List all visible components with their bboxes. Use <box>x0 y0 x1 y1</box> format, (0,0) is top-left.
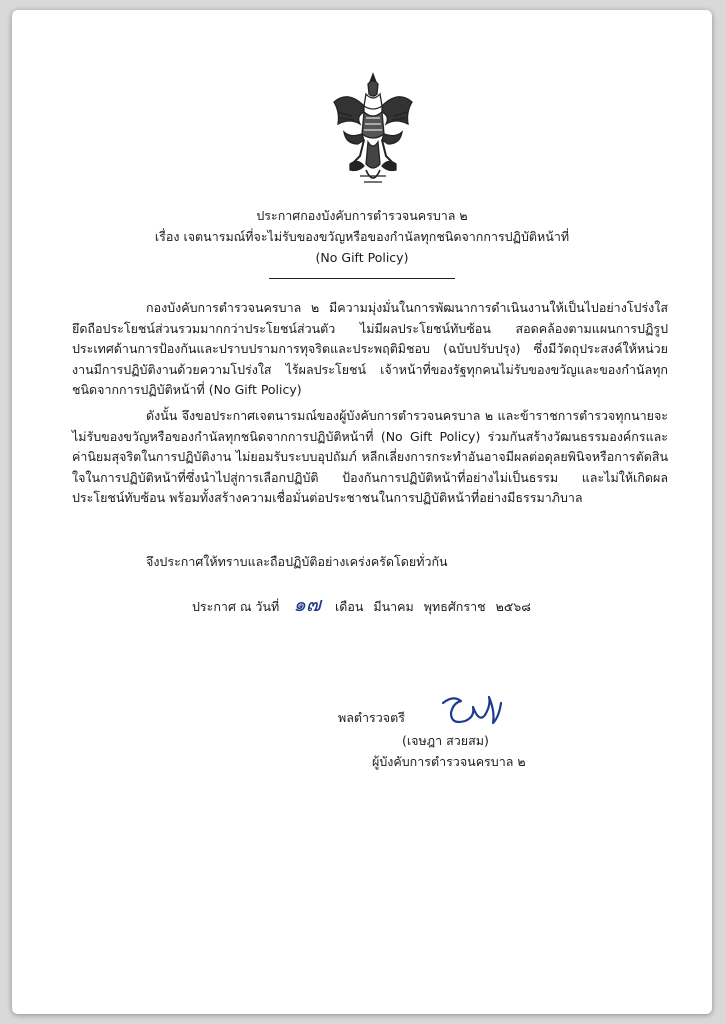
handwritten-signature <box>439 693 503 729</box>
announcement-subject: เรื่อง เจตนารมณ์ที่จะไม่รับของขวัญหรือของกำนัลทุกชนิดจากการปฏิบัติหน้าที่ <box>154 229 570 244</box>
body-paragraph-1: กองบังคับการตำรวจนครบาล ๒ มีความมุ่งมั่นในการพัฒนาการดำเนินงานให้เป็นไปอย่างโปร่งใส ยึดถือประโยชน์ส่วนรวมมากกว่าประโยชน์ส่วนตัว ไม่มีผลประโยชน์ทับซ้อน สอดคล้องตามแผนการปฏิรูปประเทศด้านการป้องกันและปราบปรามการทุจริตและประพฤติมิชอบ (ฉบับปรับปรุง) ซึ่งมีวัตถุประสงค์ให้หน่วยงานมีการปฏิบัติงานด้วยความโปร่งใส ไร้ผลประโยชน์ เจ้าหน้าที่ของรัฐทุกคนไม่รับของขวัญและของกำนัลทุกชนิดจากการปฏิบัติหน้าที่ (No Gift Policy) <box>72 300 668 397</box>
date-day-handwritten: ๑๗ <box>293 592 321 616</box>
signatory-position: ผู้บังคับการตำรวจนครบาล ๒ <box>372 754 526 769</box>
body-paragraph-3: จึงประกาศให้ทราบและถือปฏิบัติอย่างเคร่งครัดโดยทั่วกัน <box>146 554 448 569</box>
announcement-date <box>192 594 531 617</box>
signatory-name: (เจษฎา สวยสม) <box>402 733 489 748</box>
announcement-title: ประกาศกองบังคับการตำรวจนครบาล ๒ <box>256 208 468 223</box>
garuda-emblem-icon <box>330 72 416 188</box>
date-year: ๒๕๖๘ <box>495 599 531 614</box>
header-divider <box>269 278 455 279</box>
announcement-policy-name: (No Gift Policy) <box>315 250 409 265</box>
body-paragraph-2: ดังนั้น จึงขอประกาศเจตนารมณ์ของผู้บังคับการตำรวจนครบาล ๒ และข้าราชการตำรวจทุกนายจะไม่รับของขวัญหรือของกำนัลทุกชนิดจากการปฏิบัติหน้าที่ (No Gift Policy) ร่วมกันสร้างวัฒนธรรมองค์กรและค่านิยมสุจริตในการปฏิบัติงาน ไม่ยอมรับระบบอุปถัมภ์ หลีกเลี่ยงการกระทำอันอาจมีผลต่อดุลยพินิจหรือการตัดสินใจในการปฏิบัติหน้าที่ซึ่งนำไปสู่การเลือกปฏิบัติ ป้องกันการปฏิบัติหน้าที่อย่างไม่เป็นธรรม และไม่ให้เกิดผลประโยชน์ทับซ้อน พร้อมทั้งสร้างความเชื่อมั่นต่อประชาชนในการปฏิบัติหน้าที่อย่างมีธรรมาภิบาล <box>72 408 668 505</box>
date-prefix: ประกาศ ณ วันที่ <box>192 599 280 614</box>
date-month-label: เดือน <box>334 599 364 614</box>
document-page <box>12 10 712 1014</box>
signatory-rank: พลตำรวจตรี <box>338 710 405 725</box>
date-month: มีนาคม <box>373 599 414 614</box>
date-year-label: พุทธศักราช <box>423 599 486 614</box>
